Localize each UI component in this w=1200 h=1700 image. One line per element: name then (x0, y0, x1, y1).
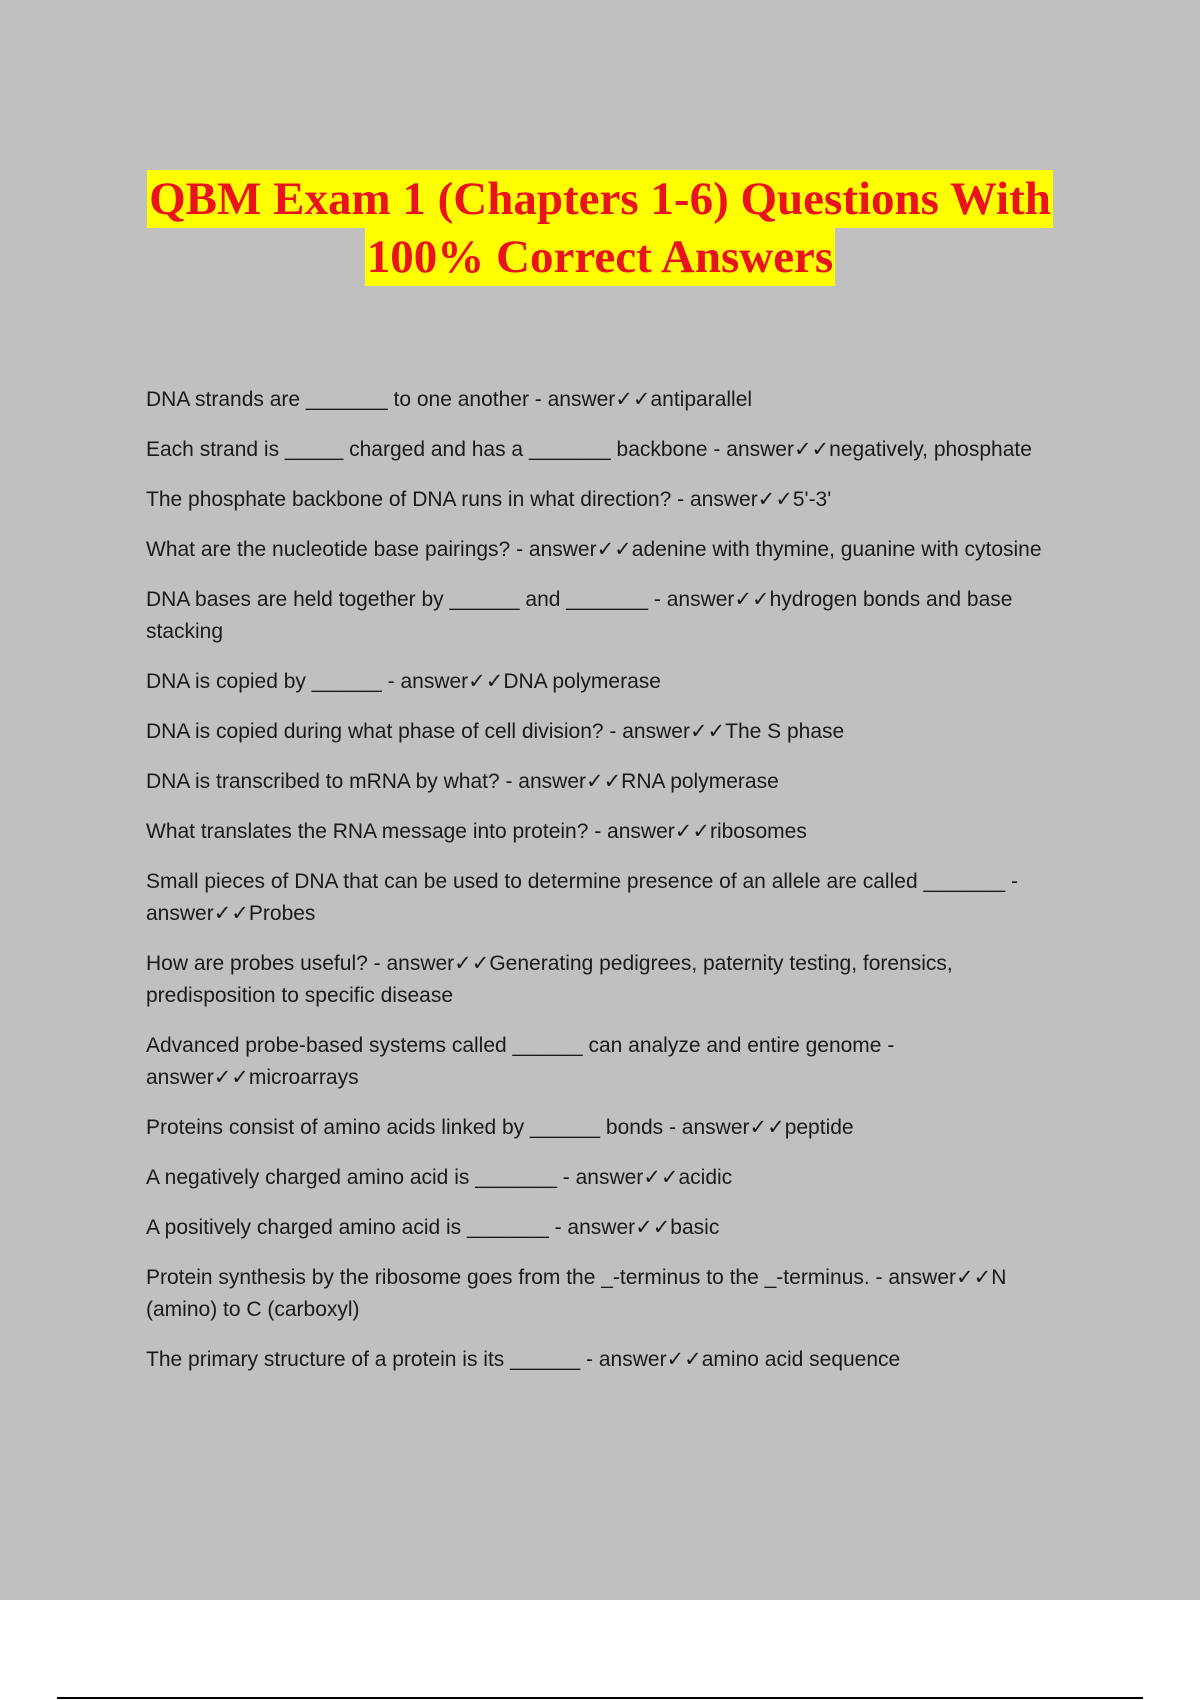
qa-item: DNA is copied by ______ - answer✓✓DNA polymerase (146, 670, 661, 693)
qa-item: Small pieces of DNA that can be used to determine presence of an allele are called _______ - answer✓✓Probes (146, 870, 1019, 925)
question-answer-list (146, 384, 1076, 1394)
qa-item: Proteins consist of amino acids linked by ______ bonds - answer✓✓peptide (146, 1116, 854, 1139)
qa-item: The phosphate backbone of DNA runs in what direction? - answer✓✓5'-3' (146, 488, 832, 511)
qa-item: The primary structure of a protein is its ______ - answer✓✓amino acid sequence (146, 1348, 901, 1371)
title-line-2: 100% Correct Answers (365, 228, 835, 286)
document-title (0, 170, 1200, 286)
qa-item: DNA strands are _______ to one another - answer✓✓antiparallel (146, 388, 753, 411)
title-line-1: QBM Exam 1 (Chapters 1-6) Questions With (147, 170, 1053, 228)
qa-item: Protein synthesis by the ribosome goes from the _-terminus to the _-terminus. - answer✓✓N (amino) to C (carboxyl) (146, 1266, 1007, 1321)
qa-item: What are the nucleotide base pairings? - answer✓✓adenine with thymine, guanine with cytosine (146, 538, 1042, 561)
qa-item: Advanced probe-based systems called ______ can analyze and entire genome - answer✓✓microarrays (146, 1034, 895, 1089)
qa-item: DNA is copied during what phase of cell division? - answer✓✓The S phase (146, 720, 845, 743)
qa-item: DNA is transcribed to mRNA by what? - answer✓✓RNA polymerase (146, 770, 779, 793)
qa-item: A positively charged amino acid is _______ - answer✓✓basic (146, 1216, 720, 1239)
qa-item: A negatively charged amino acid is _______ - answer✓✓acidic (146, 1166, 733, 1189)
qa-item: Each strand is _____ charged and has a _______ backbone - answer✓✓negatively, phosphate (146, 438, 1032, 461)
qa-item: What translates the RNA message into protein? - answer✓✓ribosomes (146, 820, 807, 843)
qa-item: DNA bases are held together by ______ and _______ - answer✓✓hydrogen bonds and base stacking (146, 588, 1013, 643)
footer-divider (57, 1697, 1143, 1699)
qa-item: How are probes useful? - answer✓✓Generating pedigrees, paternity testing, forensics, predisposition to specific disease (146, 952, 953, 1007)
